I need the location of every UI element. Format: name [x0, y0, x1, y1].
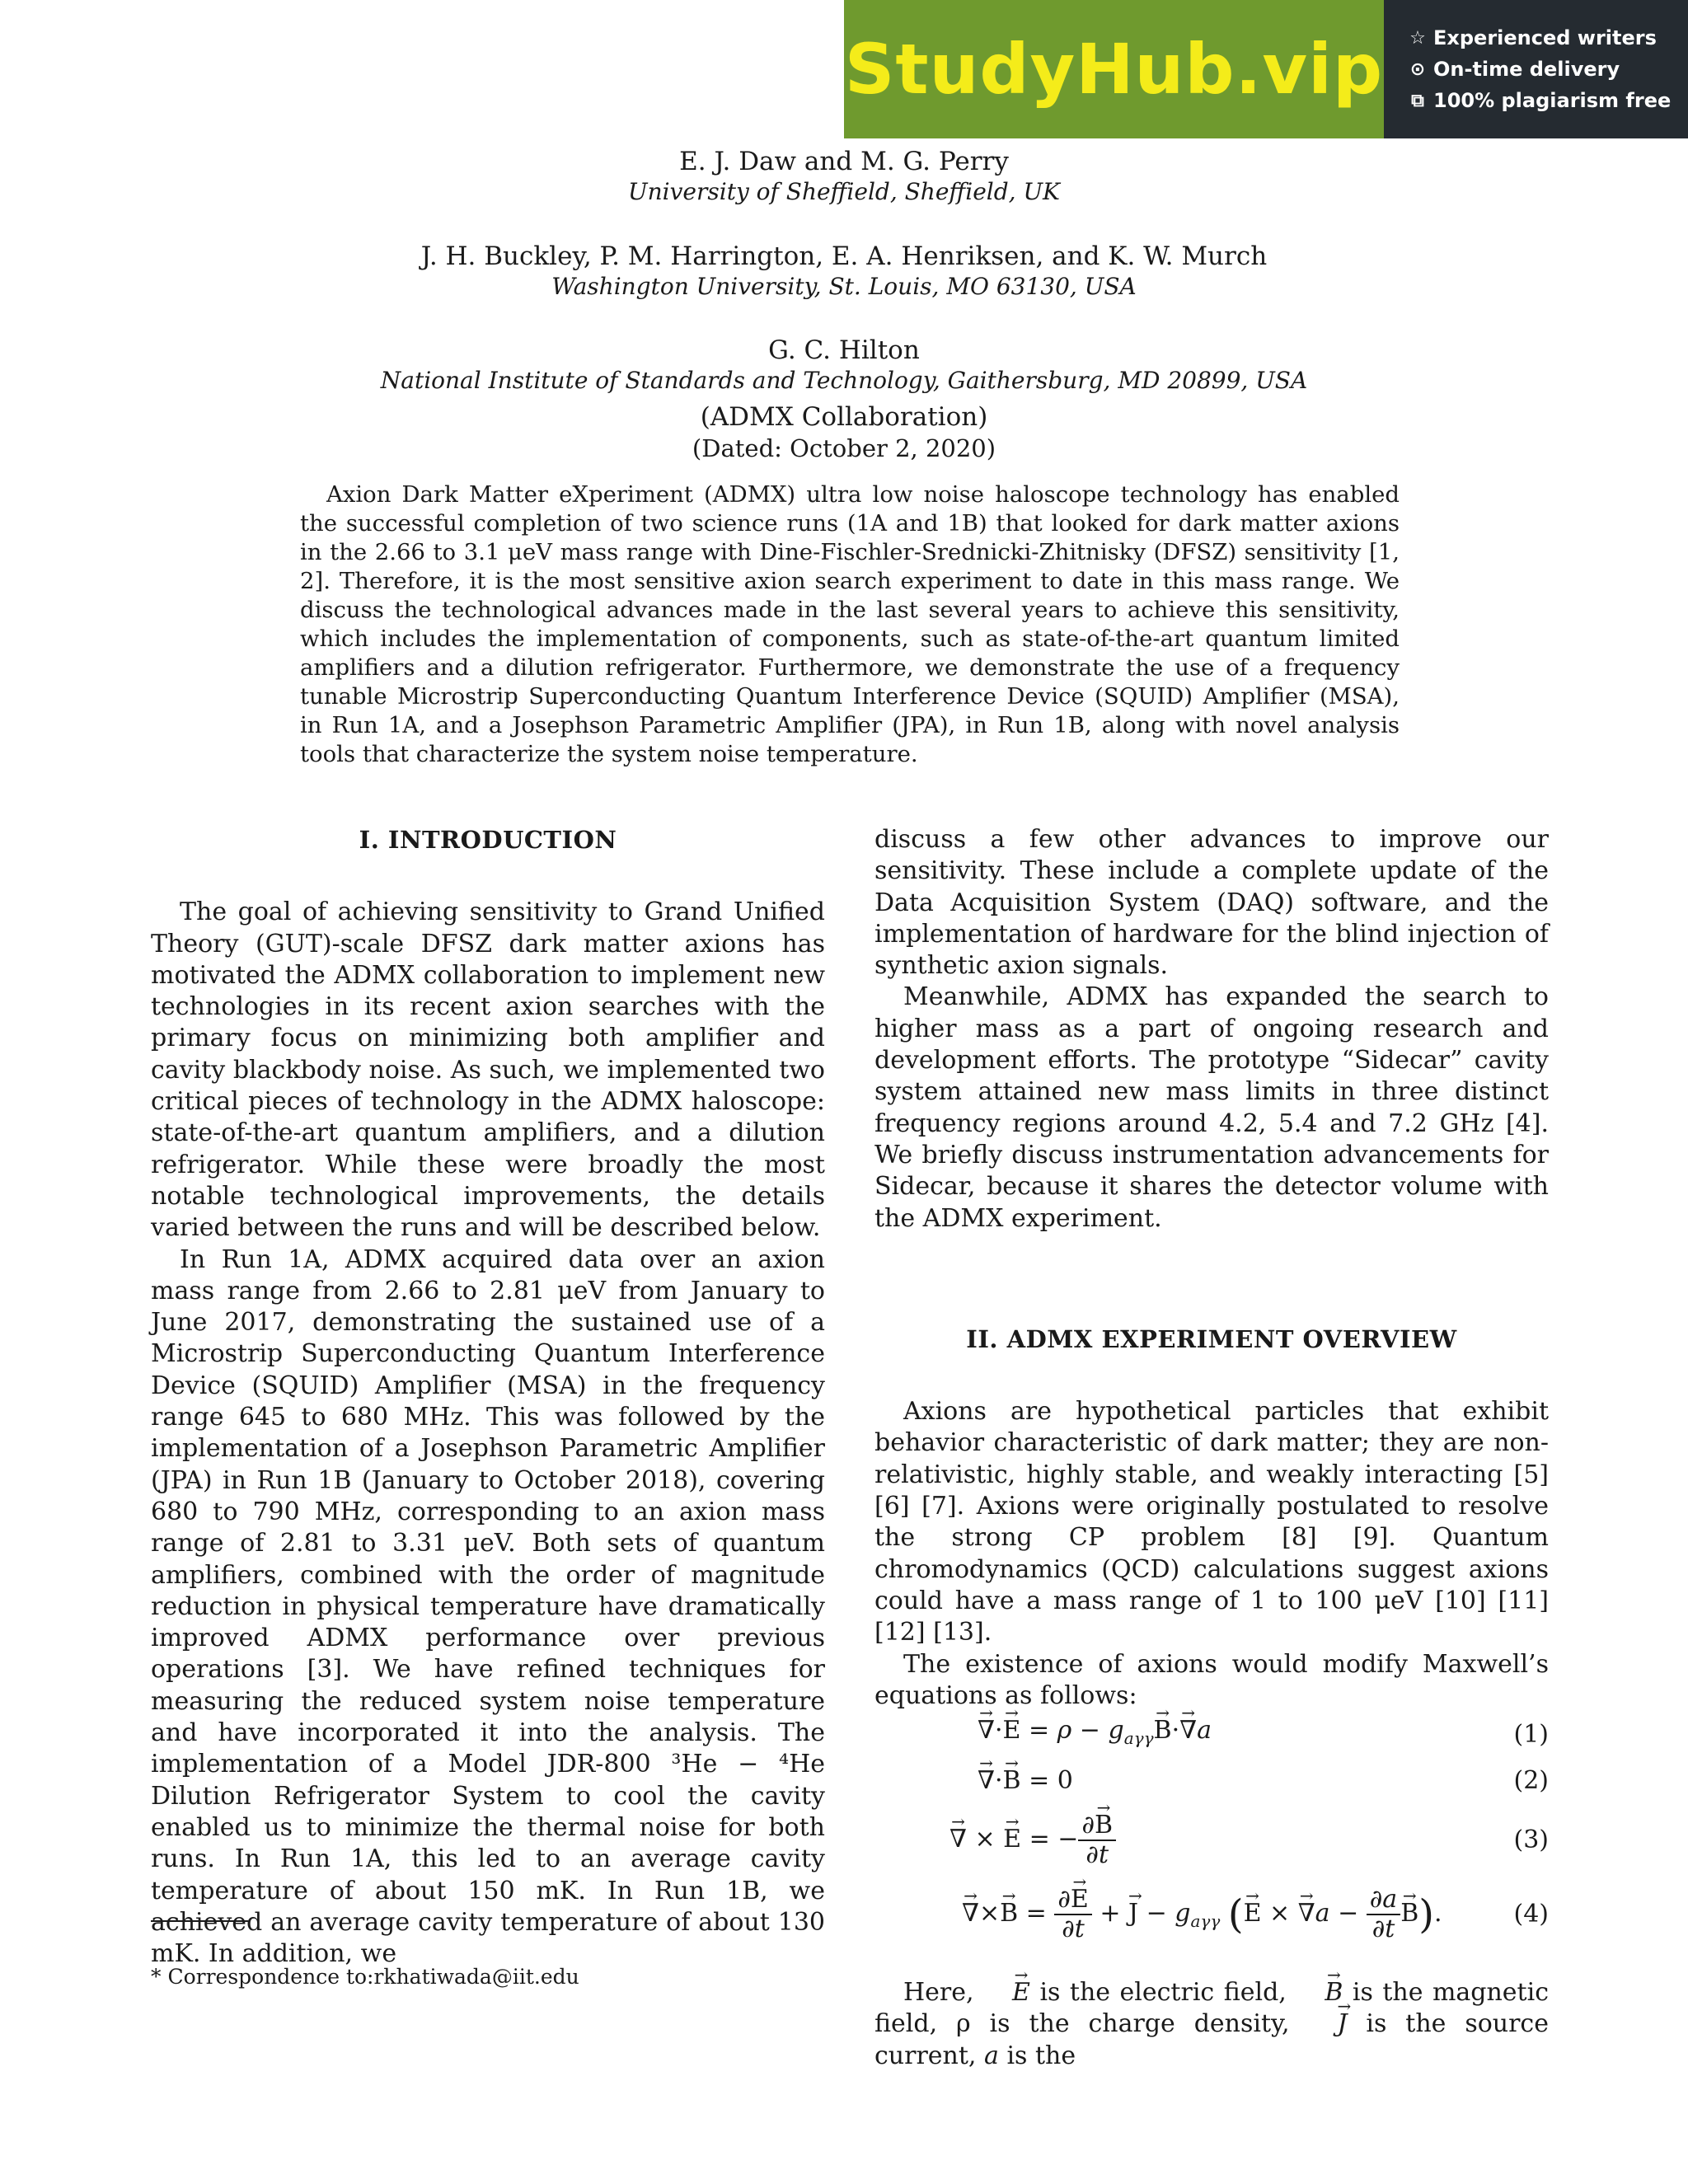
paragraph: In Run 1A, ADMX acquired data over an axion mass range from 2.66 to 2.81 μeV from January to June 2017, demonstrating the sustained use of a Microstrip Superconducting Quantum Interference Device (SQUID) Amplifier (MSA) in the frequency range 645 to 680 MHz. This was followed by the implementation of a Josephson Parametric Amplifier (JPA) in Run 1B (January to October 2018), covering 680 to 790 MHz, corresponding to an axion mass range of 2.81 to 3.31 μeV. Both sets of quantum amplifiers, combined with the order of magnitude reduction in physical temperature have dramatically improved ADMX performance over previous operations [3]. We have refined techniques for measuring the reduced system noise temperature and have incorporated it into the analysis. The implementation of a Model JDR-800 ³He − ⁴He Dilution Refrigerator System to cool the cavity enabled us to minimize the thermal noise for both runs. In Run 1A, this led to an average cavity temperature of about 150 mK. In Run 1B, we achieved an average cavity temperature of about 130 mK. In addition, we: [151, 1244, 825, 1969]
banner-logo[interactable]: StudyHub.vip: [844, 29, 1384, 110]
banner-feature: [1409, 58, 1688, 81]
paragraph: discuss a few other advances to improve our sensitivity. These include a complete update of the Data Acquisition System (DAQ) software, and the implementation of hardware for the blind injection of synthetic axion signals.: [874, 825, 1549, 981]
equation: → ∇×→ B = $\frac{\partial\to E}{\partial t}$ + → $J - g_{a\gamma\gamma}$ (→ E × → ∇a − $\frac{\partial a}{\partial t}$ → B). (4): [874, 1877, 1549, 1952]
right-column: [874, 824, 1549, 2072]
banner-feature: [1409, 26, 1688, 49]
section-heading: II. ADMX EXPERIMENT OVERVIEW: [966, 1324, 1457, 1353]
star-icon: ☆: [1409, 27, 1426, 49]
footnote-rule: [151, 1920, 248, 1922]
equation: → ∇ × → E = − $\frac{\partial\to B}{\partial t}$ (3): [874, 1804, 1549, 1877]
affiliation-line: Washington University, St. Louis, MO 63130, USA: [551, 273, 1137, 300]
paragraph: Axions are hypothetical particles that exhibit behavior characteristic of dark matter; they are non-relativistic, highly stable, and weakly interacting [5] [6] [7]. Axions were originally postulated to resolve the strong CP problem [8] [9]. Quantum chromodynamics (QCD) calculations suggest axions could have a mass range of 1 to 100 μeV [10] [11] [12] [13].: [874, 1397, 1549, 1647]
equation-number: (3): [1513, 1825, 1549, 1854]
paragraph: The existence of axions would modify Maxwell’s equations as follows:: [874, 1649, 1549, 1710]
section-heading: I. INTRODUCTION: [359, 826, 617, 854]
ad-banner[interactable]: [844, 0, 1688, 138]
author-line: J. H. Buckley, P. M. Harrington, E. A. Henriksen, and K. W. Murch: [420, 241, 1268, 271]
copy-icon: ⧉: [1411, 90, 1424, 111]
equation-block: [874, 1712, 1549, 1952]
paragraph: The goal of achieving sensitivity to Grand Unified Theory (GUT)-scale DFSZ dark matter axions has motivated the ADMX collaboration to implement new technologies in its recent axion searches with the primary focus on minimizing both amplifier and cavity blackbody noise. As such, we implemented two critical pieces of technology in the ADMX haloscope: state-of-the-art quantum amplifiers, and a dilution refrigerator. While these were broadly the most notable technological improvements, the details varied between the runs and will be described below.: [151, 898, 825, 1243]
abstract: Axion Dark Matter eXperiment (ADMX) ultra low noise haloscope technology has enabled the successful completion of two science runs (1A and 1B) that looked for dark matter axions in the 2.66 to 3.1 μeV mass range with Dine-Fischler-Srednicki-Zhitnisky (DFSZ) sensitivity [1, 2]. Therefore, it is the most sensitive axion search experiment to date in this mass range. We discuss the technological advances made in the last several years to achieve this sensitivity, which includes the implementation of components, such as state-of-the-art quantum limited amplifiers and a dilution refrigerator. Furthermore, we demonstrate the use of a frequency tunable Microstrip Superconducting Quantum Interference Device (SQUID) Amplifier (MSA), in Run 1A, and a Josephson Parametric Amplifier (JPA), in Run 1B, along with novel analysis tools that characterize the system noise temperature.: [300, 481, 1400, 767]
equation: → ∇·→ B = 0 (2): [874, 1758, 1549, 1804]
footnote[interactable]: * Correspondence to:rkhatiwada@iit.edu: [151, 1965, 579, 1989]
left-column: [151, 824, 825, 1970]
banner-features: [1384, 0, 1688, 138]
paragraph: Meanwhile, ADMX has expanded the search to higher mass as a part of ongoing research and development efforts. The prototype “Sidecar” cavity system attained new mass limits in three distinct frequency regions around 4.2, 5.4 and 7.2 GHz [4]. We briefly discuss instrumentation advancements for Sidecar, because it shares the detector volume with the ADMX experiment.: [874, 982, 1549, 1233]
banner-logo-area[interactable]: [844, 0, 1384, 138]
equation-number: (4): [1513, 1899, 1549, 1929]
paragraph: Here, → E is the electric field, → B is the magnetic field, ρ is the charge density, → J is the source current, a is the: [874, 1977, 1549, 2072]
banner-feature-label: 100% plagiarism free: [1433, 89, 1672, 112]
affiliation-line: University of Sheffield, Sheffield, UK: [628, 178, 1060, 205]
banner-feature: [1409, 89, 1688, 112]
affiliation-line: National Institute of Standards and Technology, Gaithersburg, MD 20899, USA: [380, 367, 1308, 394]
equation-number: (1): [1513, 1719, 1549, 1749]
collaboration: (ADMX Collaboration): [700, 402, 988, 432]
equation: → ∇·→ $E = \rho - g_{a\gamma\gamma}\to B\cdot\to \nabla a$ (1): [874, 1712, 1549, 1758]
banner-feature-label: On-time delivery: [1433, 58, 1620, 81]
clock-icon: ⊙: [1409, 59, 1426, 80]
equation-number: (2): [1513, 1765, 1549, 1795]
date-line: (Dated: October 2, 2020): [692, 434, 996, 462]
author-line: G. C. Hilton: [768, 335, 920, 365]
author-line: E. J. Daw and M. G. Perry: [679, 147, 1009, 176]
banner-feature-label: Experienced writers: [1433, 26, 1657, 49]
